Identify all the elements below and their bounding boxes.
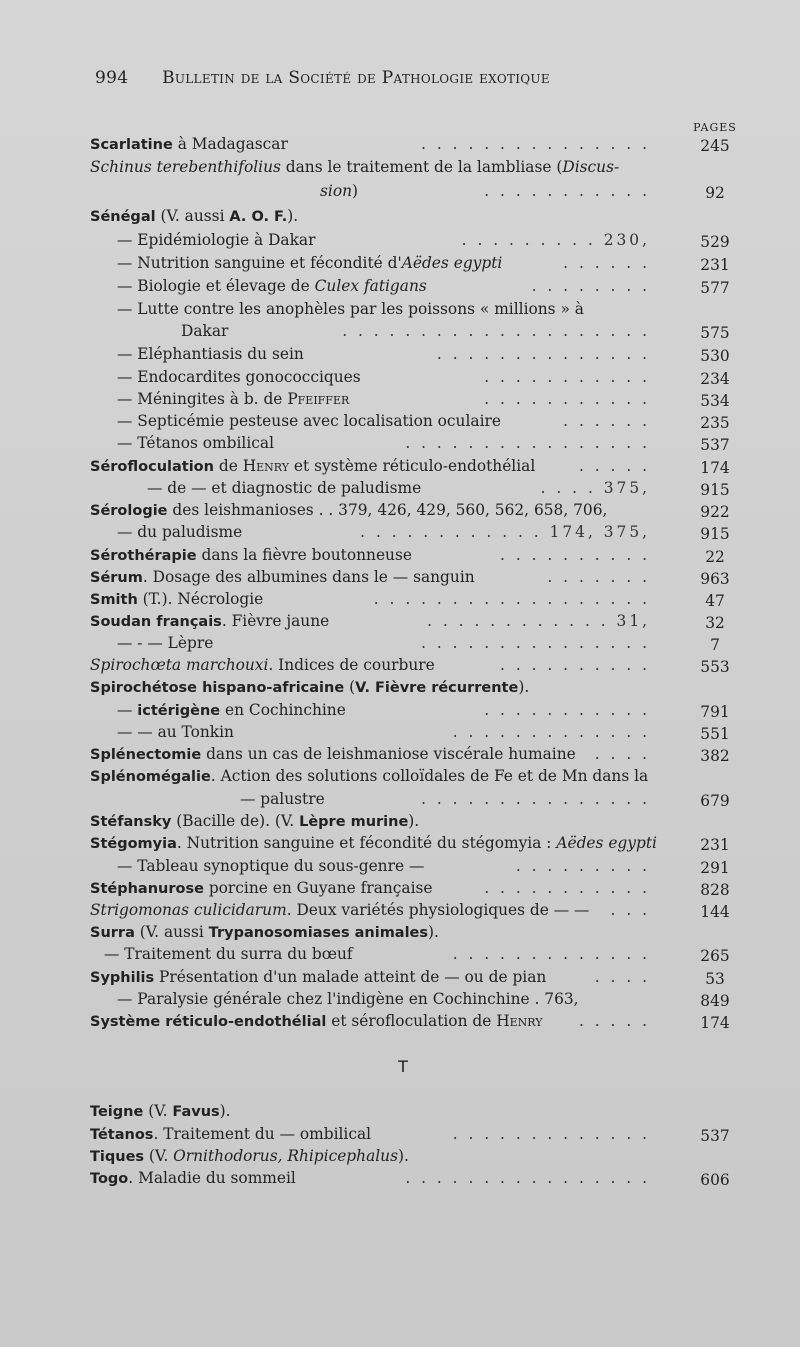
- index-entry: [90, 1123, 740, 1145]
- page-reference: 265: [700, 947, 730, 965]
- entry-fragment: . Traitement du — ombilical: [153, 1125, 372, 1143]
- page-reference: 537: [700, 436, 730, 454]
- entry-fragment: ): [352, 182, 359, 200]
- leader-dots: . . . .: [594, 745, 650, 763]
- entry-fragment: . Nutrition sanguine et fécondité du stégomyia :: [176, 834, 557, 852]
- entry-text: [117, 410, 501, 432]
- entry-text: [90, 654, 435, 676]
- page-reference: 22: [705, 548, 725, 566]
- entry-fragment: — Tétanos ombilical: [117, 434, 274, 452]
- page-reference: 7: [710, 636, 720, 654]
- entry-heading: Sérofloculation: [90, 459, 214, 475]
- page-reference: 231: [700, 836, 730, 854]
- index-entry: [90, 632, 740, 654]
- entry-fragment: (V.: [144, 1147, 174, 1165]
- entry-fragment: ).: [287, 207, 299, 225]
- leader-dots: . . . . . . . . . . . . . .: [436, 345, 650, 363]
- leader-dots: . . . . . . . . . .: [500, 546, 650, 564]
- entry-heading: Scarlatine: [90, 137, 173, 153]
- index-entry: [90, 988, 740, 1010]
- index-entry: [90, 205, 740, 227]
- entry-fragment: ).: [397, 1147, 409, 1165]
- page-reference: 679: [700, 792, 730, 810]
- entry-italic: Aëdes egypti: [556, 834, 657, 852]
- entry-text: [104, 943, 353, 965]
- entry-fragment: — - — Lèpre: [117, 634, 214, 652]
- entry-italic: Culex fatigans: [314, 277, 427, 295]
- index-entry: [90, 1100, 740, 1122]
- entry-fragment: —: [117, 701, 138, 719]
- entry-fragment: — Epidémiologie à Dakar: [117, 231, 316, 249]
- entry-text: [90, 877, 433, 900]
- index-entry: [90, 388, 740, 410]
- index-entry: [90, 855, 740, 877]
- entry-text: [117, 343, 304, 365]
- entry-text: [320, 180, 358, 202]
- entry-fragment: ).: [428, 923, 439, 941]
- entry-heading: Spirochétose hispano-africaine: [90, 680, 345, 696]
- entry-text: [117, 855, 424, 877]
- index-entry: [90, 320, 740, 342]
- entry-heading: Splénomégalie: [90, 769, 211, 785]
- entry-fragment: — palustre: [240, 790, 325, 808]
- entry-text: [147, 477, 421, 499]
- entry-heading: V. Fièvre récurrente: [355, 680, 519, 696]
- entry-text: [90, 1167, 296, 1190]
- page-reference: 551: [700, 725, 730, 743]
- entry-fragment: (: [344, 678, 356, 696]
- index-entry: [90, 521, 740, 543]
- entry-text: [117, 632, 213, 654]
- entry-heading: Soudan français: [90, 614, 222, 630]
- entry-text: [90, 810, 419, 833]
- entry-text: [90, 899, 589, 921]
- entry-fragment: Dakar: [181, 322, 229, 340]
- entry-text: [117, 699, 346, 722]
- page-reference: 245: [700, 137, 730, 155]
- index-entry: [90, 765, 740, 787]
- entry-text: [90, 1123, 371, 1146]
- index-entry: [90, 721, 740, 743]
- entry-text: [117, 229, 315, 251]
- entry-fragment: porcine en Guyane française: [203, 879, 433, 897]
- entry-fragment: Présentation d'un malade atteint de — ou de pian: [154, 968, 547, 986]
- page-reference: 234: [700, 370, 730, 388]
- index-entry: [90, 156, 740, 178]
- index-entry: [90, 566, 740, 588]
- entry-italic: Schinus terebenthifolius: [90, 158, 281, 176]
- entry-fragment: et système réticulo-endothélial: [289, 457, 536, 475]
- page-reference: 174: [700, 1014, 730, 1032]
- entry-heading: Teigne: [90, 1104, 144, 1120]
- page-number: 994: [95, 68, 129, 88]
- entry-heading: Tétanos: [90, 1127, 154, 1143]
- entry-fragment: . Dosage des albumines dans le — sanguin: [142, 568, 475, 586]
- index-entry: [90, 455, 740, 477]
- entry-fragment: (T.). Nécrologie: [137, 590, 264, 608]
- entry-heading: ictérigène: [137, 703, 221, 719]
- index-entry: [90, 180, 740, 202]
- entry-fragment: — Lutte contre les anophèles par les poissons « millions » à: [117, 300, 584, 318]
- entry-fragment: en Cochinchine: [220, 701, 346, 719]
- entry-text: [117, 721, 234, 743]
- leader-dots: . . . . . . . .: [531, 277, 650, 295]
- entry-text: [117, 388, 349, 410]
- page-reference: 382: [700, 747, 730, 765]
- page-reference: 92: [705, 184, 725, 202]
- entry-text: [90, 765, 648, 788]
- entry-heading: Trypanosomiases animales: [208, 925, 429, 941]
- leader-dots: . . . . . . . . . 230,: [461, 231, 650, 249]
- entry-fragment: (V.: [143, 1102, 173, 1120]
- leader-dots: . . . . . . . . . . . . . . .: [421, 790, 650, 808]
- entry-fragment: — Eléphantiasis du sein: [117, 345, 304, 363]
- index-entry: [90, 544, 740, 566]
- index-entry: [90, 499, 740, 521]
- entry-fragment: — du paludisme: [117, 523, 243, 541]
- page-reference: 235: [700, 414, 730, 432]
- leader-dots: . . . . . . .: [547, 568, 650, 586]
- leader-dots: . . . . . . . . . . . . 31,: [427, 612, 650, 630]
- page-reference: 47: [705, 592, 725, 610]
- index-entry: [90, 676, 740, 698]
- entry-fragment: Pfeiffer: [287, 390, 350, 408]
- entry-fragment: ).: [518, 678, 530, 696]
- entry-text: [90, 966, 546, 989]
- entry-fragment: . Maladie du sommeil: [128, 1169, 296, 1187]
- page-reference: 828: [700, 881, 730, 899]
- index-entry: [90, 943, 740, 965]
- entry-heading: Smith: [90, 592, 138, 608]
- index-entry: [90, 921, 740, 943]
- page-reference: 534: [700, 392, 730, 410]
- entry-fragment: — Septicémie pesteuse avec localisation oculaire: [117, 412, 501, 430]
- entry-text: [117, 298, 584, 320]
- entry-fragment: — Nutrition sanguine et fécondité d': [117, 254, 402, 272]
- index-entry: [90, 275, 740, 297]
- page-reference: 174: [700, 459, 730, 477]
- entry-italic: sion: [320, 182, 352, 200]
- entry-fragment: Henry: [496, 1012, 543, 1030]
- index-entry: [90, 743, 740, 765]
- entry-text: [90, 156, 619, 178]
- leader-dots: . . .: [610, 901, 650, 919]
- index-entry: [90, 966, 740, 988]
- index-entry: [90, 432, 740, 454]
- entry-fragment: à Madagascar: [172, 135, 288, 153]
- entry-text: [117, 252, 502, 274]
- entry-heading: Favus: [172, 1104, 220, 1120]
- index-entry: [90, 366, 740, 388]
- page-reference: 529: [700, 233, 730, 251]
- entry-fragment: . Deux variétés physiologiques de — —: [286, 901, 590, 919]
- entry-fragment: — Endocardites gonococciques: [117, 368, 361, 386]
- page-reference: 922: [700, 503, 730, 521]
- entry-heading: Stéfansky: [90, 814, 172, 830]
- page-reference: 963: [700, 570, 730, 588]
- index-entry: [90, 133, 740, 155]
- entry-fragment: (V. aussi: [155, 207, 230, 225]
- entry-text: [90, 205, 298, 228]
- page-reference: 553: [700, 658, 730, 676]
- entry-fragment: — — au Tonkin: [117, 723, 234, 741]
- index-entry: [90, 1010, 740, 1032]
- leader-dots: . . . .: [594, 968, 650, 986]
- page-reference: 231: [700, 256, 730, 274]
- entry-fragment: Henry: [242, 457, 290, 475]
- leader-dots: . . . . . . . . . . .: [484, 701, 650, 719]
- section-letter: T: [398, 1057, 408, 1076]
- leader-dots: . . . . . . . . . .: [500, 656, 650, 674]
- entry-italic: Strigomonas culicidarum: [90, 901, 287, 919]
- leader-dots: . . . . . . . . . . .: [484, 368, 650, 386]
- entry-heading: Sérothérapie: [90, 548, 197, 564]
- leader-dots: . . . . . . . . . . . . . . .: [421, 634, 650, 652]
- leader-dots: . . . . 375,: [540, 479, 650, 497]
- index-entry: [90, 477, 740, 499]
- page-reference: 32: [705, 614, 725, 632]
- index-entry: [90, 832, 740, 854]
- entry-text: [117, 432, 274, 454]
- page-reference: 537: [700, 1127, 730, 1145]
- entry-text: [117, 275, 427, 297]
- entry-text: [90, 1100, 231, 1123]
- page-reference: 915: [700, 481, 730, 499]
- page-reference: 575: [700, 324, 730, 342]
- entry-heading: Splénectomie: [90, 747, 202, 763]
- entry-fragment: — de — et diagnostic de paludisme: [147, 479, 422, 497]
- entry-text: [90, 133, 288, 156]
- entry-heading: A. O. F.: [229, 209, 288, 225]
- entry-heading: Syphilis: [90, 970, 155, 986]
- page-reference: 530: [700, 347, 730, 365]
- entry-italic: Aëdes egypti: [401, 254, 503, 272]
- leader-dots: . . . . . . . . . . . . .: [452, 723, 650, 741]
- entry-fragment: ).: [219, 1102, 231, 1120]
- page-reference: 606: [700, 1171, 730, 1189]
- entry-fragment: ).: [408, 812, 420, 830]
- entry-text: [90, 610, 329, 633]
- index-entry: [90, 699, 740, 721]
- page-reference: 915: [700, 525, 730, 543]
- leader-dots: . . . . . . . . . . . . . . . .: [405, 1169, 650, 1187]
- leader-dots: . . . . .: [578, 1012, 650, 1030]
- entry-text: [90, 544, 412, 567]
- entry-fragment: . Indices de courbure: [268, 656, 435, 674]
- entry-text: [240, 788, 325, 810]
- index-entry: [90, 788, 740, 810]
- index-entry: [90, 343, 740, 365]
- entry-text: [90, 832, 657, 855]
- index-entry: [90, 588, 740, 610]
- entry-fragment: (Bacille de). (V.: [171, 812, 300, 830]
- entry-italic: Spirochœta marchouxi: [90, 656, 269, 674]
- leader-dots: . . . . . . . . . . . . .: [452, 1125, 650, 1143]
- index-entry: [90, 877, 740, 899]
- index-entry: [90, 899, 740, 921]
- leader-dots: . . . . . . . . . . . . . . . . . .: [373, 590, 650, 608]
- leader-dots: . . . . . . . . .: [515, 857, 650, 875]
- entry-italic: Ornithodorus, Rhipicephalus: [173, 1147, 398, 1165]
- entry-heading: Lèpre murine: [299, 814, 409, 830]
- entry-text: [117, 366, 361, 388]
- leader-dots: . . . . . . . . . . . . 174, 375,: [360, 523, 650, 541]
- entry-heading: Stégomyia: [90, 836, 177, 852]
- entry-fragment: — Biologie et élevage de: [117, 277, 315, 295]
- page-reference: 53: [705, 970, 725, 988]
- entry-fragment: — Traitement du surra du bœuf: [104, 945, 353, 963]
- entry-text: [90, 588, 263, 611]
- journal-title: Bulletin de la Société de Pathologie exotique: [162, 68, 550, 88]
- entry-text: [90, 566, 475, 589]
- index-entry: [90, 810, 740, 832]
- leader-dots: . . . . . .: [563, 412, 650, 430]
- leader-dots: . . . . .: [578, 457, 650, 475]
- entry-fragment: — Tableau synoptique du sous-genre —: [117, 857, 425, 875]
- index-entry: [90, 298, 740, 320]
- index-entry: [90, 610, 740, 632]
- leader-dots: . . . . . . . . . . . . . . . .: [405, 434, 650, 452]
- entry-heading: Tiques: [90, 1149, 145, 1165]
- entry-text: [90, 1145, 409, 1168]
- page-reference: 849: [700, 992, 730, 1010]
- entry-heading: Sénégal: [90, 209, 156, 225]
- entry-fragment: et sérofloculation de: [326, 1012, 497, 1030]
- index-entry: [90, 252, 740, 274]
- index-entry: [90, 410, 740, 432]
- entry-text: [90, 1010, 543, 1033]
- page-reference: 791: [700, 703, 730, 721]
- entry-fragment: dans le traitement de la lambliase (: [280, 158, 563, 176]
- entry-text: [90, 676, 529, 699]
- entry-fragment: . Fièvre jaune: [221, 612, 330, 630]
- index-entry: [90, 654, 740, 676]
- entry-fragment: des leishmanioses . . 379, 426, 429, 560, 562, 658, 706,: [167, 501, 608, 519]
- entry-fragment: dans un cas de leishmaniose viscérale humaine: [201, 745, 576, 763]
- entry-heading: Surra: [90, 925, 135, 941]
- leader-dots: . . . . . . . . . . .: [484, 879, 650, 897]
- index-entry: [90, 229, 740, 251]
- entry-fragment: (V. aussi: [134, 923, 209, 941]
- leader-dots: . . . . . .: [563, 254, 650, 272]
- entry-italic: Discus-: [562, 158, 620, 176]
- entry-fragment: de: [213, 457, 243, 475]
- leader-dots: . . . . . . . . . . . . . . .: [421, 135, 650, 153]
- entry-text: [117, 988, 579, 1010]
- leader-dots: . . . . . . . . . . .: [484, 182, 650, 200]
- index-entry: [90, 1145, 740, 1167]
- index-entry: [90, 1167, 740, 1189]
- entry-fragment: — Méningites à b. de: [117, 390, 288, 408]
- running-header: [95, 68, 655, 88]
- entry-heading: Stéphanurose: [90, 881, 204, 897]
- entry-fragment: — Paralysie générale chez l'indigène en Cochinchine . 763,: [117, 990, 579, 1008]
- entry-text: [90, 743, 576, 766]
- pages-column-label: PAGES: [693, 121, 737, 134]
- page-reference: 577: [700, 279, 730, 297]
- entry-fragment: dans la fièvre boutonneuse: [196, 546, 412, 564]
- entry-fragment: . Action des solutions colloïdales de Fe et de Mn dans la: [210, 767, 649, 785]
- entry-text: [117, 521, 242, 543]
- leader-dots: . . . . . . . . . . . . . . . . . . . .: [342, 322, 650, 340]
- page-reference: 144: [700, 903, 730, 921]
- entry-text: [90, 921, 439, 944]
- entry-heading: Sérum: [90, 570, 143, 586]
- page-reference: 291: [700, 859, 730, 877]
- leader-dots: . . . . . . . . . . .: [484, 390, 650, 408]
- entry-heading: Togo: [90, 1171, 129, 1187]
- entry-heading: Sérologie: [90, 503, 168, 519]
- leader-dots: . . . . . . . . . . . . .: [452, 945, 650, 963]
- entry-text: [90, 455, 535, 478]
- entry-text: [90, 499, 607, 522]
- entry-heading: Système réticulo-endothélial: [90, 1014, 327, 1030]
- entry-text: [181, 320, 228, 342]
